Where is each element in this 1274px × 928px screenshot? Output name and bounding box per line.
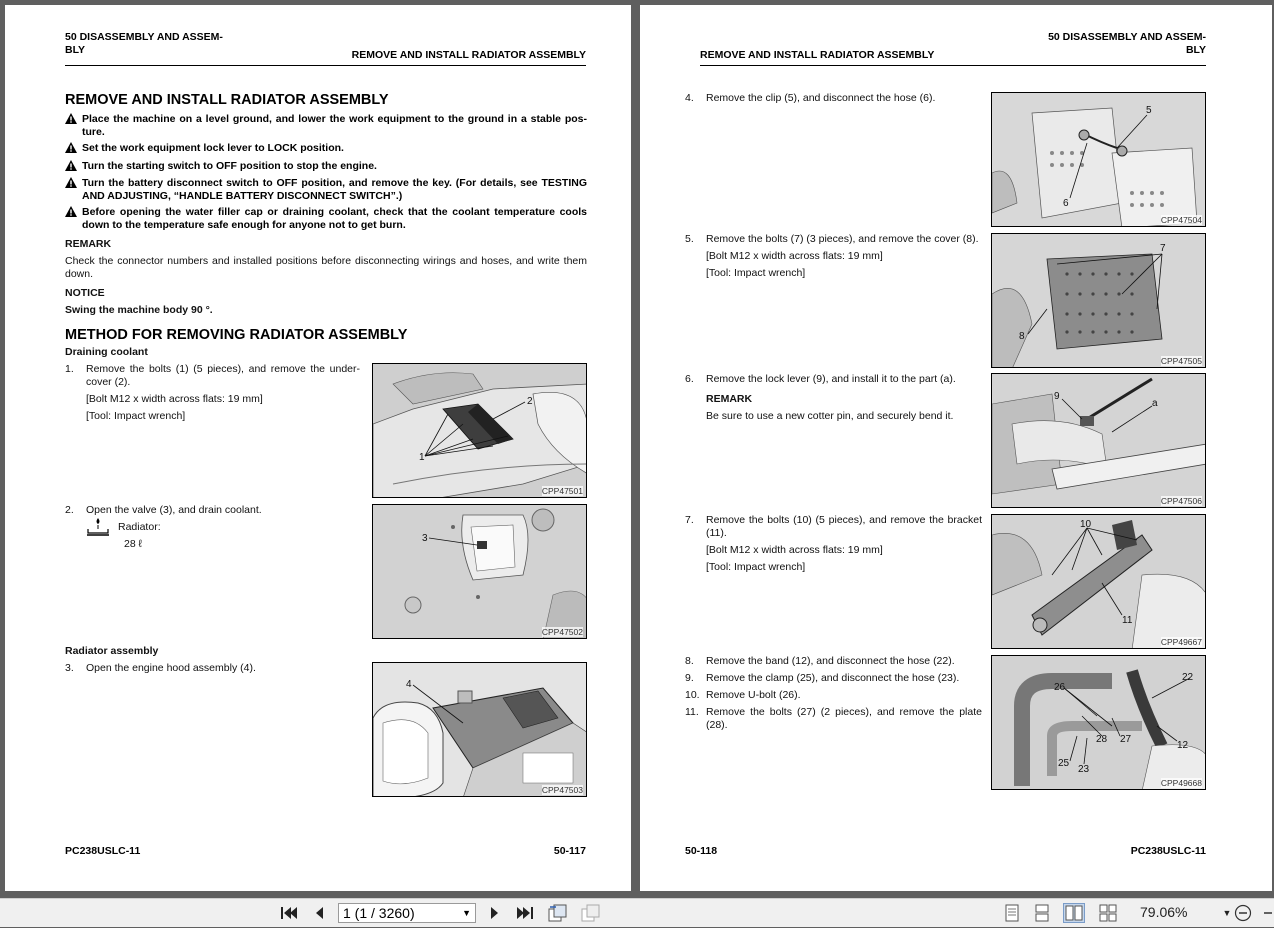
single-page-view-button[interactable] [1001,903,1023,923]
go-forward-view-button[interactable] [580,903,602,923]
callout-label: 5 [1146,105,1152,116]
previous-view-icon [548,904,568,922]
callout-label: 23 [1078,764,1090,775]
figure-code: CPP47502 [541,627,583,637]
document-page-right [640,5,1272,891]
two-page-icon [1065,905,1083,921]
callout-label: 26 [1054,682,1066,693]
callout-label: 28 [1096,734,1108,745]
capacity-value: 28 ℓ [124,538,142,550]
callout-label: 7 [1160,243,1166,254]
page-title: REMOVE AND INSTALL RADIATOR ASSEMBLY [65,92,389,108]
next-page-icon [489,905,501,921]
warning-icon [65,177,77,188]
callout-label: 10 [1080,519,1092,530]
header-chapter: 50 DISASSEMBLY AND ASSEM- BLY [1048,31,1206,56]
remark-label: REMARK [65,238,112,250]
callout-label: 25 [1058,758,1070,769]
header-section: REMOVE AND INSTALL RADIATOR ASSEMBLY [700,49,935,61]
step-number: 8. [685,655,694,667]
chevron-down-icon: ▼ [462,908,471,918]
step-text: Remove the lock lever (9), and install it to the part (a). [706,373,956,385]
go-back-view-button[interactable] [547,903,569,923]
callout-label: 27 [1120,734,1132,745]
step-text: Remove the bolts (1) (5 pieces), and remove the under-cover (2). [86,363,360,388]
zoom-out-icon [1234,904,1252,922]
step-number: 10. [685,689,700,701]
toolbar-scroll-right[interactable] [1258,903,1274,923]
page-select[interactable] [338,903,476,923]
warning-icon [65,206,77,217]
step-number: 6. [685,373,694,385]
step-number: 1. [65,363,74,375]
page-number: 50-117 [553,845,586,857]
previous-page-button[interactable] [308,903,330,923]
warning-icon [65,113,77,124]
remark-label: REMARK [706,393,753,405]
two-page-continuous-button[interactable] [1097,903,1119,923]
coolant-drain-icon [86,517,110,537]
two-page-view-button[interactable] [1063,903,1085,923]
warning-text: Set the work equipment lock lever to LOCK position. [82,142,344,154]
step-number: 4. [685,92,694,104]
step-text: Remove the bolts (7) (3 pieces), and remove the cover (8). [706,233,979,245]
page-select-value: 1 (1 / 3260) [343,905,415,921]
step-number: 5. [685,233,694,245]
first-page-icon [280,905,298,921]
warning-text: Place the machine on a level ground, and lower the work equipment to the ground in a stable pos-ture. [82,113,587,138]
zoom-out-button[interactable] [1232,903,1254,923]
continuous-page-icon [1035,904,1049,922]
step-text: Open the engine hood assembly (4). [86,662,256,674]
figure-code: CPP49667 [1160,637,1202,647]
warning-item [65,206,587,231]
continuous-view-button[interactable] [1031,903,1053,923]
step-text: Remove the clip (5), and disconnect the hose (6). [706,92,936,104]
warning-item [65,113,587,138]
step-text: Remove U-bolt (26). [706,689,801,701]
document-page-left [5,5,631,891]
last-page-button[interactable] [514,903,536,923]
step-number: 11. [685,706,699,718]
model-number: PC238USLC-11 [1130,845,1206,857]
page-header [700,29,1206,66]
step-text: Remove the bolts (27) (2 pieces), and remove the plate (28). [706,706,982,731]
warning-item [65,160,587,173]
step-text: Open the valve (3), and drain coolant. [86,504,262,516]
warning-text: Before opening the water filler cap or draining coolant, check that the coolant temperature cools down to the temperature safe enough for anyone not to get burn. [82,206,587,231]
figure-code: CPP47505 [1160,356,1202,366]
zoom-level[interactable]: 79.06% [1140,904,1188,920]
subsection-title: Draining coolant [65,346,148,358]
notice-text: Swing the machine body 90 °. [65,304,213,316]
capacity-label: Radiator: [118,521,161,533]
section-title: METHOD FOR REMOVING RADIATOR ASSEMBLY [65,327,408,343]
bolt-spec: [Bolt M12 x width across flats: 19 mm] [86,393,263,405]
subsection-title: Radiator assembly [65,645,159,657]
callout-label: 12 [1177,740,1189,751]
callout-label: 4 [406,679,412,690]
tool-spec: [Tool: Impact wrench] [706,561,806,573]
previous-page-icon [313,905,325,921]
bolt-spec: [Bolt M12 x width across flats: 19 mm] [706,544,883,556]
warning-text: Turn the battery disconnect switch to OFF position, and remove the key. (For details, see TESTING AND ADJUSTING, “HANDLE BATTERY DISCONNECT SWITCH”.) [82,177,587,202]
callout-label: 2 [527,396,533,407]
figure-bracket [991,514,1206,649]
callout-label: 1 [419,452,425,463]
step-number: 7. [685,514,694,526]
figure-drain-valve [372,504,587,639]
step-text: Remove the band (12), and disconnect the hose (22). [706,655,955,667]
figure-code: CPP47503 [541,785,583,795]
figure-lock-lever [991,373,1206,508]
next-page-button[interactable] [484,903,506,923]
callout-label: 8 [1019,331,1025,342]
figure-code: CPP47506 [1160,496,1202,506]
viewer-toolbar [0,898,1274,927]
step-number: 9. [685,672,694,684]
figure-code: CPP47504 [1160,215,1202,225]
model-number: PC238USLC-11 [65,845,141,857]
callout-label: 6 [1063,198,1069,209]
figure-hoses [991,655,1206,790]
warning-text: Turn the starting switch to OFF position to stop the engine. [82,160,377,172]
last-page-icon [516,905,534,921]
callout-label: 22 [1182,672,1194,683]
page-number: 50-118 [685,845,718,857]
warning-item [65,177,587,202]
single-page-icon [1005,904,1019,922]
callout-label: a [1152,398,1158,409]
first-page-button[interactable] [278,903,300,923]
figure-undercover [372,363,587,498]
step-text: Remove the clamp (25), and disconnect the hose (23). [706,672,960,684]
chevron-down-icon: ▼ [1222,908,1232,918]
warning-icon [65,142,77,153]
header-section: REMOVE AND INSTALL RADIATOR ASSEMBLY [351,49,586,61]
page-header [65,29,586,66]
notice-label: NOTICE [65,287,105,299]
step-number: 3. [65,662,74,674]
figure-clip-hose [991,92,1206,227]
callout-label: 3 [422,533,428,544]
divider-icon [1258,903,1272,923]
two-page-continuous-icon [1099,904,1117,922]
bolt-spec: [Bolt M12 x width across flats: 19 mm] [706,250,883,262]
remark-text: Check the connector numbers and installed positions before disconnecting wirings and hoses, and write them down. [65,255,587,280]
callout-label: 9 [1054,391,1060,402]
remark-text: Be sure to use a new cotter pin, and securely bend it. [706,410,954,422]
step-text: Remove the bolts (10) (5 pieces), and remove the bracket (11). [706,514,982,539]
next-view-icon [581,904,601,922]
step-number: 2. [65,504,74,516]
warning-item [65,142,587,155]
header-chapter: 50 DISASSEMBLY AND ASSEM- BLY [65,31,223,56]
figure-code: CPP47501 [541,486,583,496]
figure-engine-hood [372,662,587,797]
figure-cover [991,233,1206,368]
figure-code: CPP49668 [1160,778,1202,788]
tool-spec: [Tool: Impact wrench] [86,410,186,422]
tool-spec: [Tool: Impact wrench] [706,267,806,279]
callout-label: 11 [1122,615,1133,626]
warning-icon [65,160,77,171]
